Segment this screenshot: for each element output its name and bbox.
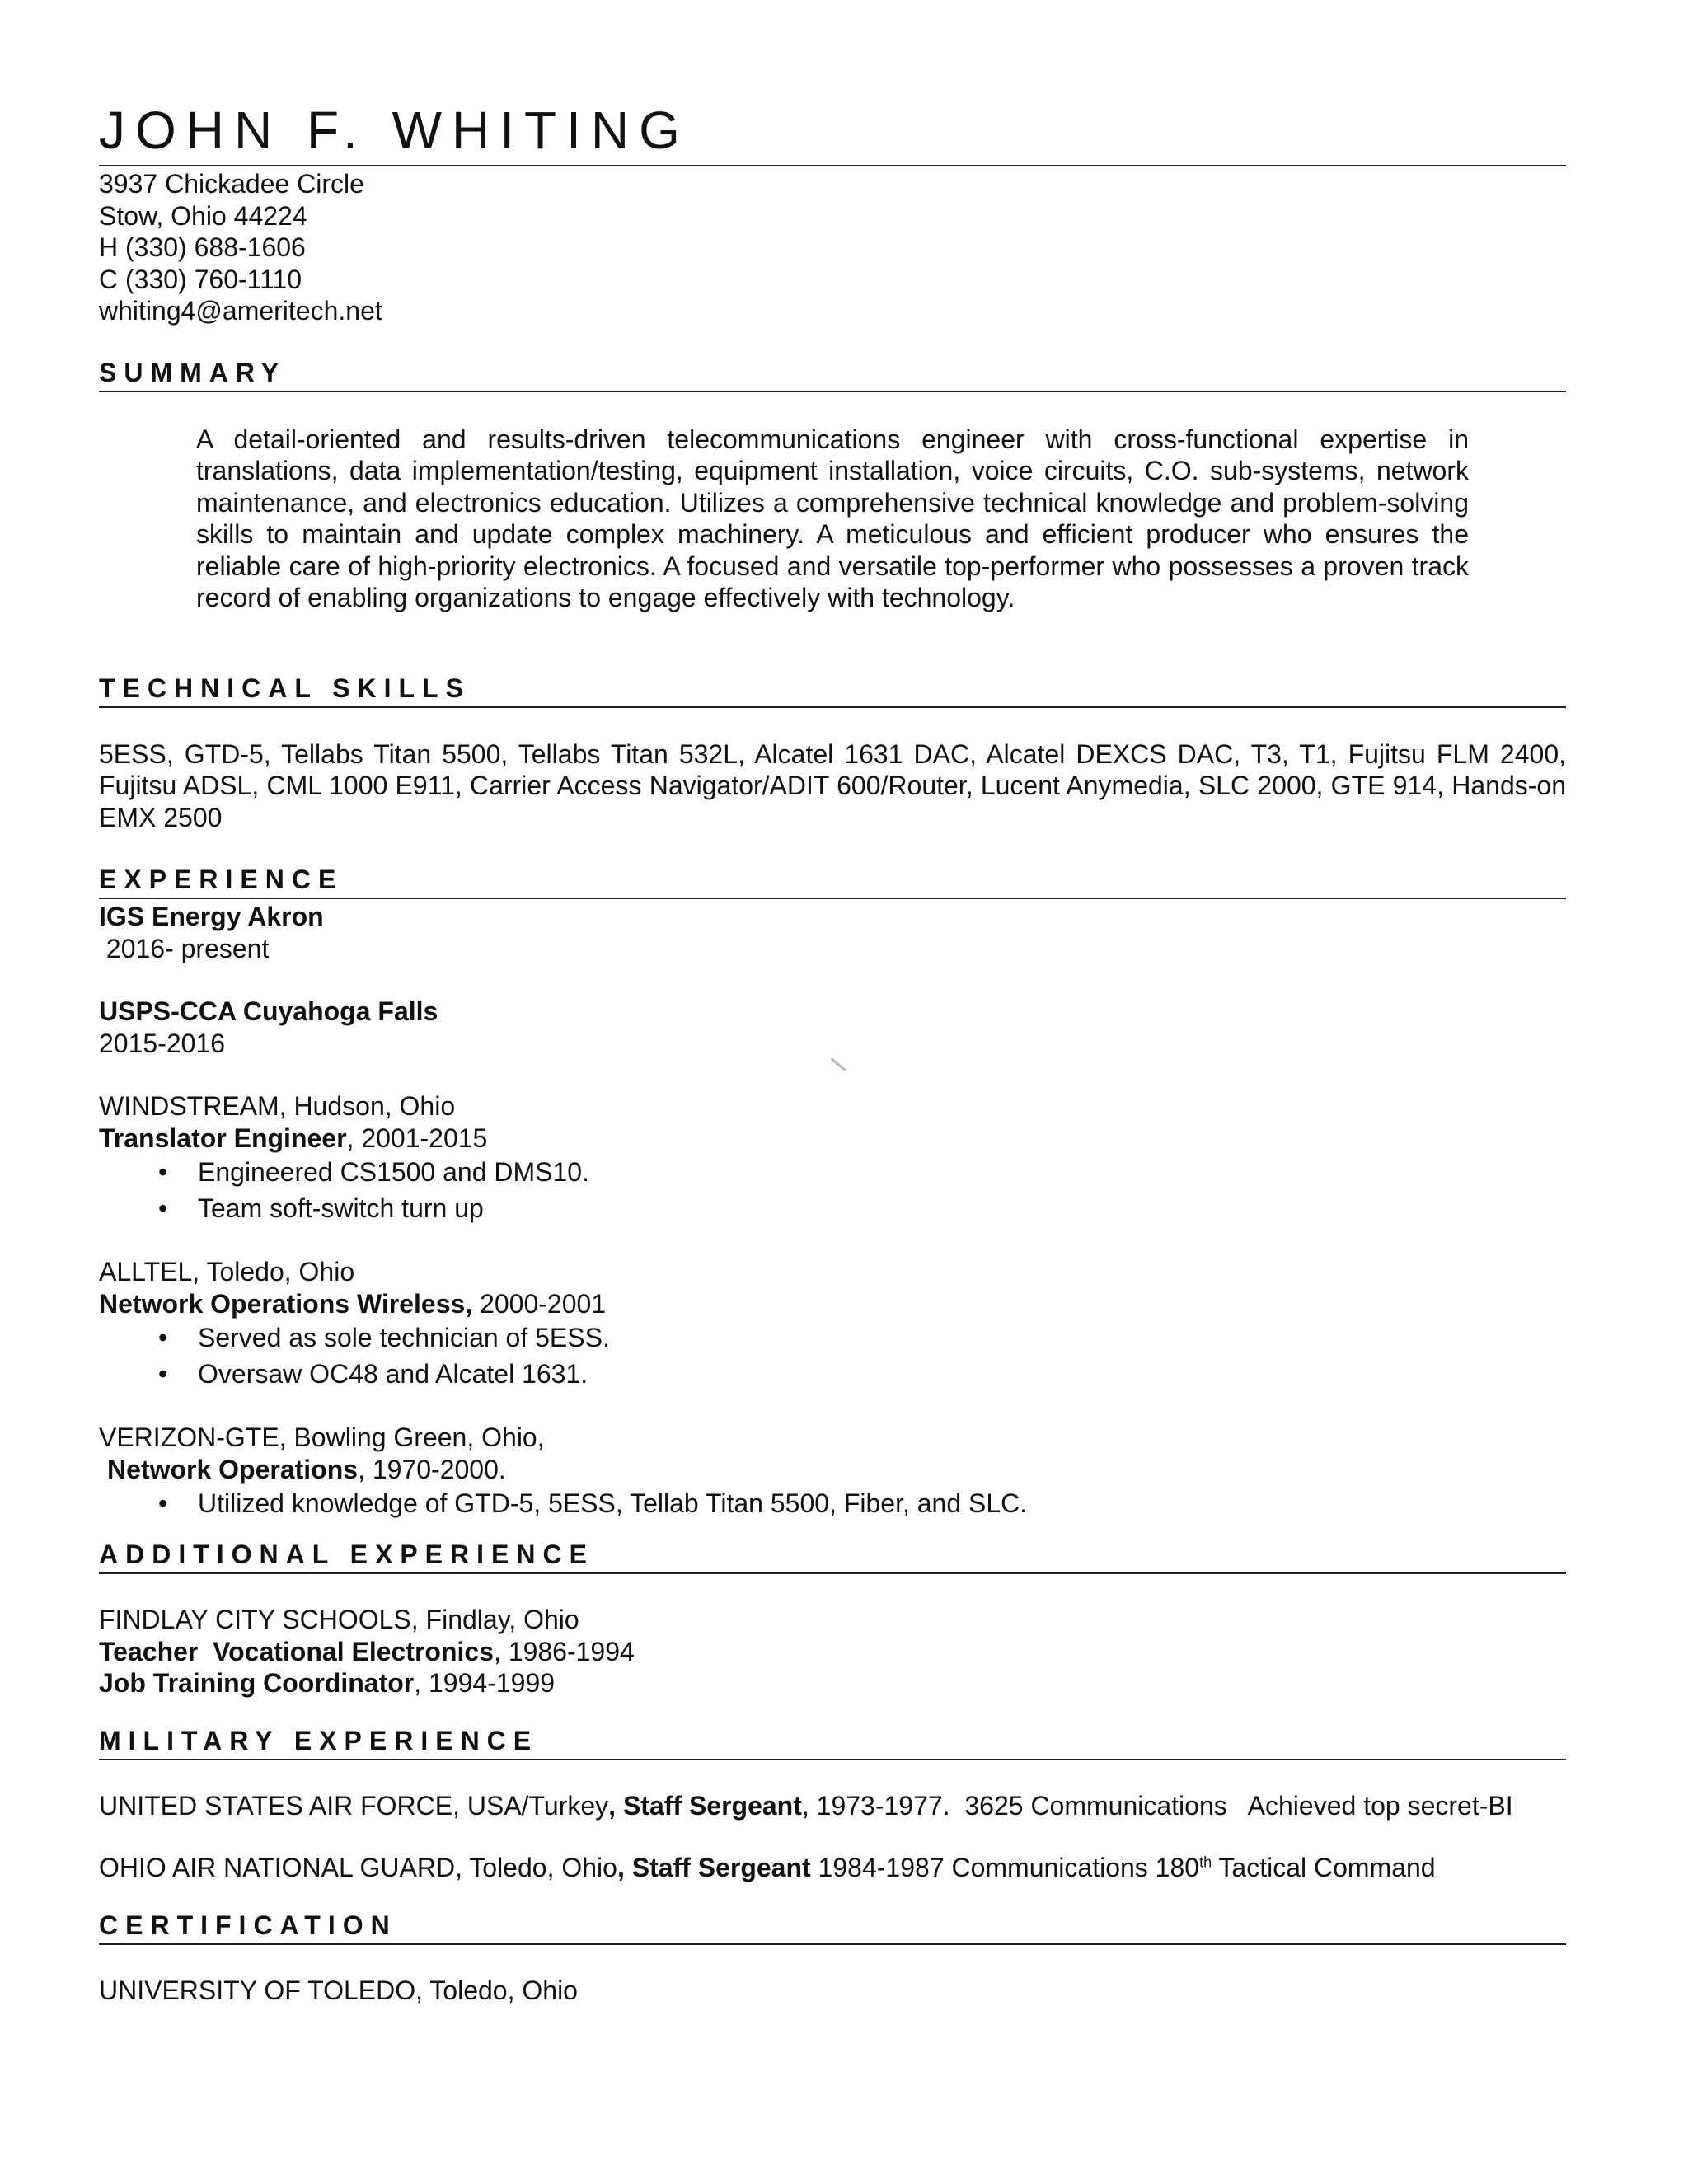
ang-rank: , Staff Sergeant [617, 1853, 811, 1882]
list-item: • Engineered CS1500 and DMS10. [99, 1154, 1566, 1190]
windstream-bullets [99, 1154, 1566, 1226]
verizon-bullets [99, 1485, 1566, 1521]
findlay-role-1-dates: , 1986-1994 [493, 1636, 635, 1666]
experience-heading: EXPERIENCE [99, 863, 1566, 899]
additional-experience-heading: ADDITIONAL EXPERIENCE [99, 1538, 1566, 1574]
candidate-name: JOHN F. WHITING [99, 99, 1566, 166]
home-phone: H (330) 688-1606 [99, 232, 306, 262]
windstream-title: Translator Engineer [99, 1122, 347, 1153]
resume-page [99, 99, 1566, 2006]
usaf-org: UNITED STATES AIR FORCE, USA/Turkey [99, 1790, 609, 1821]
usaf-entry [99, 1790, 1566, 1822]
ang-ordinal-suffix: th [1199, 1854, 1212, 1871]
ang-entry [99, 1852, 1566, 1884]
email-address: whiting4@ameritech.net [99, 296, 382, 326]
list-item: • Utilized knowledge of GTD-5, 5ESS, Tellab Titan 5500, Fiber, and SLC. [99, 1485, 1566, 1521]
igs-dates: 2016- present [99, 933, 270, 963]
list-item: • Oversaw OC48 and Alcatel 1631. [99, 1356, 1566, 1392]
usaf-rank: , Staff Sergeant [608, 1790, 802, 1821]
summary-text: A detail-oriented and results-driven telecommunications engineer with cross-functional expertise in translations, data implementation/testing, equipment installation, voice circuits, C.O. sub-systems, network maintenance, and electronics education. Utilizes a comprehensive technical knowledge and problem-solving skills to maintain and update complex machinery. A meticulous and efficient producer who ensures the reliable care of high-priority electronics. A focused and versatile top-performer who possesses a proven track record of enabling organizations to engage effectively with technology. [196, 424, 1469, 612]
findlay-role-2-title: Job Training Coordinator [99, 1668, 415, 1698]
certification-heading: CERTIFICATION [99, 1909, 1566, 1945]
technical-skills-heading: TECHNICAL SKILLS [99, 672, 1566, 708]
verizon-title: Network Operations [107, 1454, 359, 1484]
summary-heading: SUMMARY [99, 356, 1566, 392]
alltel-role [99, 1288, 1566, 1320]
ang-org: OHIO AIR NATIONAL GUARD, Toledo, Ohio [99, 1853, 617, 1882]
usps-company: USPS-CCA Cuyahoga Falls [99, 996, 438, 1026]
verizon-dates: , 1970-2000. [358, 1454, 506, 1484]
windstream-role [99, 1122, 1566, 1155]
ang-details: 1984-1987 Communications 180 [810, 1853, 1200, 1882]
alltel-bullets [99, 1319, 1566, 1392]
alltel-dates: 2000-2001 [472, 1288, 607, 1319]
verizon-company: VERIZON-GTE, Bowling Green, Ohio, [99, 1422, 545, 1452]
windstream-dates: , 2001-2015 [346, 1122, 488, 1153]
list-item: • Served as sole technician of 5ESS. [99, 1319, 1566, 1356]
igs-company: IGS Energy Akron [99, 902, 324, 931]
findlay-role-2-dates: , 1994-1999 [414, 1668, 556, 1698]
findlay-role-1-title: Teacher Vocational Electronics [99, 1636, 494, 1666]
usaf-details: , 1973-1977. 3625 Communications Achieved top secret-BI [801, 1790, 1513, 1821]
contact-block [99, 168, 1566, 327]
alltel-title: Network Operations Wireless, [99, 1288, 473, 1319]
findlay-employer: FINDLAY CITY SCHOOLS, Findlay, Ohio [99, 1605, 579, 1634]
findlay-role-1 [99, 1636, 1566, 1668]
windstream-company: WINDSTREAM, Hudson, Ohio [99, 1091, 456, 1121]
address-line-2: Stow, Ohio 44224 [99, 200, 307, 231]
technical-skills-text: 5ESS, GTD-5, Tellabs Titan 5500, Tellabs Titan 532L, Alcatel 1631 DAC, Alcatel DEXCS DAC, T3, T1, Fujitsu FLM 2400, Fujitsu ADSL, CML 1000 E911, Carrier Access Navigator/ADIT 600/Router, Lucent Anymedia, SLC 2000, GTE 914, Hands-on EMX 2500 [99, 738, 1566, 832]
ang-unit: Tactical Command [1212, 1853, 1436, 1882]
alltel-company: ALLTEL, Toledo, Ohio [99, 1257, 355, 1286]
list-item: • Team soft-switch turn up [99, 1190, 1566, 1226]
findlay-role-2 [99, 1667, 1566, 1699]
usps-dates: 2015-2016 [99, 1028, 226, 1058]
cell-phone: C (330) 760-1110 [99, 264, 302, 294]
military-experience-heading: MILITARY EXPERIENCE [99, 1724, 1566, 1760]
certification-text: UNIVERSITY OF TOLEDO, Toledo, Ohio [99, 1975, 578, 2005]
address-line-1: 3937 Chickadee Circle [99, 169, 364, 199]
verizon-role [99, 1454, 1566, 1486]
